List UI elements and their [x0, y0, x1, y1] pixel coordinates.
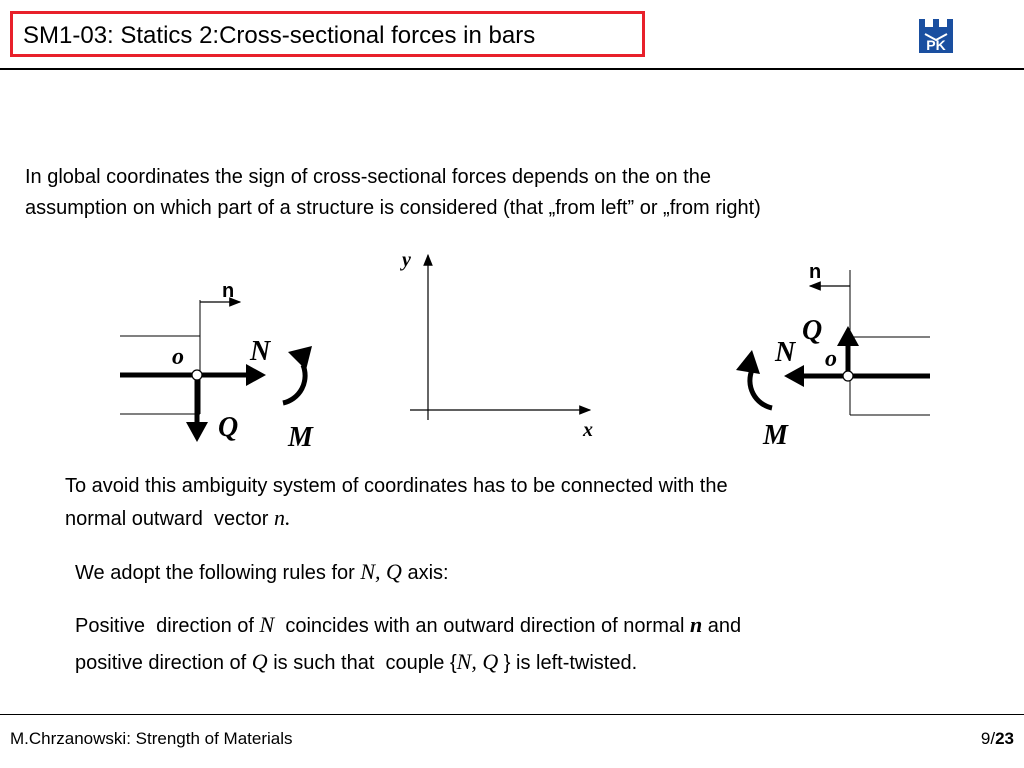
rule-line-2 [75, 644, 741, 681]
right-axial-force-arrow [784, 365, 930, 387]
ambiguity-paragraph [65, 470, 728, 535]
rule-symbol-Q: Q [251, 649, 268, 674]
rule-part-1: Positive direction of [75, 615, 260, 637]
left-moment-label: M [288, 422, 313, 453]
page-separator: / [990, 729, 996, 748]
right-axial-label: N [775, 337, 796, 368]
page-current: 9 [980, 729, 991, 748]
right-shear-force-arrow [837, 326, 859, 376]
rule-symbol-NQ: N, Q [456, 649, 499, 674]
right-moment-arrow [736, 350, 772, 408]
coordinate-axes [410, 255, 590, 420]
university-logo-icon [917, 18, 955, 54]
x-axis-label: x [583, 419, 593, 441]
rules-intro [75, 557, 449, 588]
intro-line-2: assumption on which part of a structure is considered (that „from left” or „from right) [25, 197, 761, 219]
left-normal-label: n [222, 280, 235, 302]
ambiguity-line-1: To avoid this ambiguity system of coordinates has to be connected with the [65, 475, 728, 497]
rules-intro-after: axis: [401, 562, 449, 584]
footer-author: M.Chrzanowski: Strength of Materials [10, 729, 293, 748]
intro-line-1: In global coordinates the sign of cross-sectional forces depends on the on the [25, 166, 711, 188]
right-bar-section [850, 270, 930, 415]
title-box [10, 11, 645, 57]
rule-part-6: } is left-twisted. [498, 652, 638, 674]
rules-intro-text: We adopt the following rules for [75, 562, 361, 584]
rule-part-5: is such that couple { [267, 652, 457, 674]
intro-paragraph [25, 162, 761, 224]
ambiguity-line-2-text: normal outward vector [65, 508, 274, 530]
rule-symbol-N: N [259, 612, 275, 637]
y-axis-label: y [402, 249, 411, 271]
right-point-label: o [825, 346, 837, 372]
normal-vector-symbol: n. [273, 505, 291, 530]
cross-section-diagram [0, 240, 1024, 460]
slide-title: SM1-03: Statics 2:Cross-sectional forces in bars [23, 22, 536, 49]
left-shear-label: Q [218, 412, 239, 443]
left-axial-label: N [250, 336, 271, 367]
rule-symbol-n: n [689, 612, 703, 637]
right-origin-point [843, 371, 853, 381]
left-bar-section [120, 300, 200, 414]
rule-line-1 [75, 607, 741, 644]
left-point-label: o [172, 344, 184, 370]
rule-part-4: positive direction of [75, 652, 252, 674]
rules-intro-symbols: N, Q [360, 559, 402, 584]
right-moment-label: M [763, 420, 788, 451]
page-total: 23 [995, 729, 1014, 748]
header-divider [0, 68, 1024, 70]
logo-text: PK [926, 37, 946, 53]
right-normal-label: n [809, 261, 822, 283]
left-origin-point [192, 370, 202, 380]
right-shear-label: Q [802, 315, 823, 346]
rule-paragraph [75, 607, 741, 681]
footer-divider [0, 714, 1024, 715]
page-number [981, 729, 1014, 749]
left-moment-arrow [283, 346, 312, 403]
left-shear-force-arrow [186, 375, 208, 442]
ambiguity-line-2 [65, 502, 728, 535]
rule-part-2: coincides with an outward direction of normal [274, 615, 690, 637]
rule-part-3: and [702, 615, 742, 637]
